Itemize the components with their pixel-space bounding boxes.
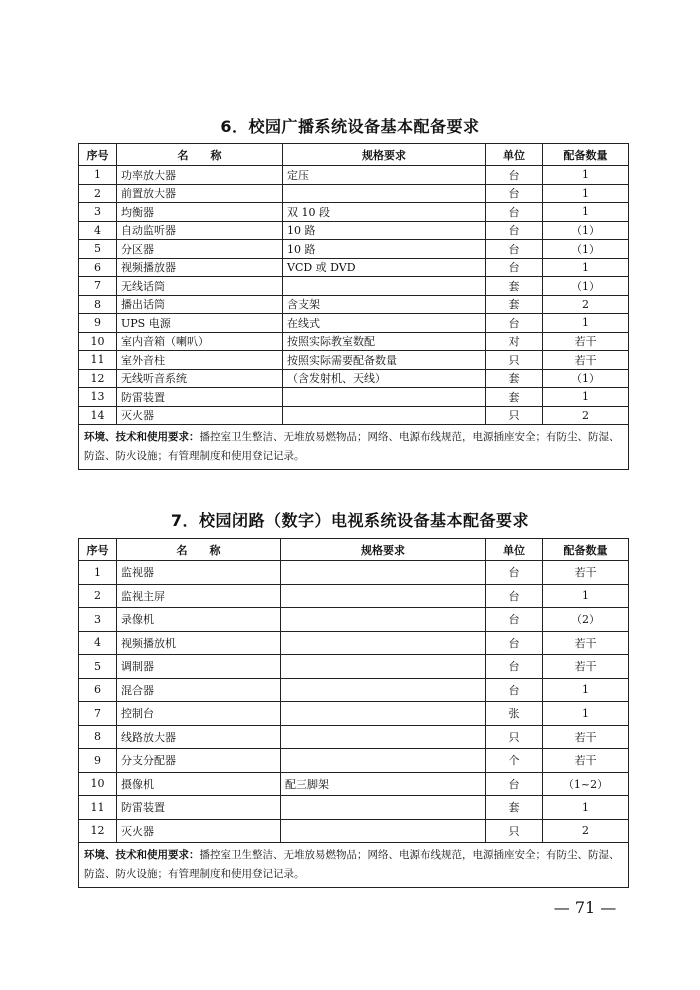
cell-qty: （1） xyxy=(543,277,629,296)
cell-name: 灭火器 xyxy=(117,819,281,843)
cell-qty: （1） xyxy=(543,369,629,388)
cell-unit: 台 xyxy=(486,561,543,585)
cell-name: 自动监听器 xyxy=(117,221,283,240)
table-body xyxy=(79,561,629,843)
cell-unit: 台 xyxy=(486,221,543,240)
cell-unit: 套 xyxy=(486,796,543,820)
cell-spec: 含支架 xyxy=(283,295,486,314)
cell-no: 4 xyxy=(79,221,117,240)
requirements-text: 播控室卫生整洁、无堆放易燃物品；网络、电源布线规范，电源插座安全；有防尘、防湿、防盗、防火设施；有管理制度和使用登记记录。 xyxy=(84,849,620,880)
cell-spec xyxy=(281,819,486,843)
table-row xyxy=(79,678,629,702)
cell-unit: 台 xyxy=(486,584,543,608)
cell-no: 4 xyxy=(79,631,117,655)
cell-no: 12 xyxy=(79,369,117,388)
table-row xyxy=(79,561,629,585)
cell-qty: 若干 xyxy=(543,725,629,749)
page-number: — 71 — xyxy=(553,898,617,917)
cell-unit: 台 xyxy=(486,240,543,259)
table-row xyxy=(79,221,629,240)
table-row xyxy=(79,295,629,314)
table-row xyxy=(79,702,629,726)
table-row xyxy=(79,749,629,773)
cell-unit: 只 xyxy=(486,725,543,749)
cell-name: 防雷装置 xyxy=(117,388,283,407)
cell-name: 无线话筒 xyxy=(117,277,283,296)
table-row xyxy=(79,184,629,203)
cell-no: 14 xyxy=(79,406,117,425)
cell-spec: 在线式 xyxy=(283,314,486,333)
cell-no: 3 xyxy=(79,608,117,632)
cell-qty: 2 xyxy=(543,819,629,843)
cell-spec xyxy=(283,406,486,425)
cell-unit: 台 xyxy=(486,608,543,632)
cell-no: 5 xyxy=(79,240,117,259)
cell-name: 播出话筒 xyxy=(117,295,283,314)
cell-spec: （含发射机、天线） xyxy=(283,369,486,388)
cell-name: 灭火器 xyxy=(117,406,283,425)
broadcast-equipment-table xyxy=(78,143,629,470)
cell-no: 9 xyxy=(79,314,117,333)
cell-name: UPS 电源 xyxy=(117,314,283,333)
cell-unit: 只 xyxy=(486,351,543,370)
cell-name: 视频播放机 xyxy=(117,631,281,655)
cell-unit: 张 xyxy=(486,702,543,726)
cell-unit: 台 xyxy=(486,258,543,277)
cell-unit: 台 xyxy=(486,314,543,333)
cell-name: 室外音柱 xyxy=(117,351,283,370)
cell-no: 13 xyxy=(79,388,117,407)
cell-spec xyxy=(281,631,486,655)
cell-name: 监视器 xyxy=(117,561,281,585)
cell-spec xyxy=(281,678,486,702)
table-row xyxy=(79,406,629,425)
cell-qty: 1 xyxy=(543,166,629,185)
table-row xyxy=(79,631,629,655)
cell-qty: 1 xyxy=(543,678,629,702)
cell-qty: 2 xyxy=(543,295,629,314)
cell-qty: 1 xyxy=(543,314,629,333)
cell-name: 视频播放器 xyxy=(117,258,283,277)
cell-name: 防雷装置 xyxy=(117,796,281,820)
cell-no: 11 xyxy=(79,351,117,370)
cell-name: 均衡器 xyxy=(117,203,283,222)
cell-unit: 对 xyxy=(486,332,543,351)
cell-spec: 10 路 xyxy=(283,221,486,240)
header-no: 序号 xyxy=(79,144,117,166)
cell-name: 监视主屏 xyxy=(117,584,281,608)
cell-unit: 台 xyxy=(486,631,543,655)
table-row xyxy=(79,725,629,749)
requirements-row xyxy=(79,425,629,470)
cell-no: 12 xyxy=(79,819,117,843)
table-row xyxy=(79,314,629,333)
cell-qty: 若干 xyxy=(543,655,629,679)
table-row xyxy=(79,608,629,632)
table-row xyxy=(79,166,629,185)
cell-qty: 若干 xyxy=(543,351,629,370)
table-row xyxy=(79,203,629,222)
table-header-row xyxy=(79,539,629,561)
cell-unit: 只 xyxy=(486,406,543,425)
table-row xyxy=(79,772,629,796)
cell-no: 10 xyxy=(79,332,117,351)
cell-unit: 台 xyxy=(486,772,543,796)
table-row xyxy=(79,655,629,679)
header-no: 序号 xyxy=(79,539,117,561)
header-name: 名 称 xyxy=(117,539,281,561)
cell-name: 混合器 xyxy=(117,678,281,702)
cell-no: 2 xyxy=(79,184,117,203)
cctv-equipment-table xyxy=(78,538,629,888)
cell-unit: 台 xyxy=(486,655,543,679)
cell-qty: （1~2） xyxy=(543,772,629,796)
cell-unit: 套 xyxy=(486,369,543,388)
cell-spec xyxy=(281,749,486,773)
cell-no: 1 xyxy=(79,561,117,585)
cell-unit: 套 xyxy=(486,388,543,407)
table-row xyxy=(79,240,629,259)
cell-qty: 1 xyxy=(543,796,629,820)
cell-no: 3 xyxy=(79,203,117,222)
cell-qty: 若干 xyxy=(543,749,629,773)
cell-spec: 按照实际教室数配 xyxy=(283,332,486,351)
cell-name: 分支分配器 xyxy=(117,749,281,773)
cell-name: 摄像机 xyxy=(117,772,281,796)
cell-no: 6 xyxy=(79,258,117,277)
cell-name: 调制器 xyxy=(117,655,281,679)
cell-unit: 台 xyxy=(486,678,543,702)
cell-unit: 套 xyxy=(486,277,543,296)
cell-qty: （2） xyxy=(543,608,629,632)
header-name: 名 称 xyxy=(117,144,283,166)
cell-spec: VCD 或 DVD xyxy=(283,258,486,277)
cell-no: 11 xyxy=(79,796,117,820)
cell-spec: 按照实际需要配备数量 xyxy=(283,351,486,370)
table-row xyxy=(79,277,629,296)
cell-name: 线路放大器 xyxy=(117,725,281,749)
cell-qty: 若干 xyxy=(543,631,629,655)
table-row xyxy=(79,819,629,843)
requirements-label: 环境、技术和使用要求： xyxy=(84,849,200,861)
header-spec: 规格要求 xyxy=(283,144,486,166)
cell-spec xyxy=(283,184,486,203)
requirements-row xyxy=(79,843,629,888)
cell-spec xyxy=(281,561,486,585)
cell-qty: 2 xyxy=(543,406,629,425)
cell-no: 8 xyxy=(79,295,117,314)
cell-qty: 1 xyxy=(543,702,629,726)
header-unit: 单位 xyxy=(486,539,543,561)
cell-name: 控制台 xyxy=(117,702,281,726)
cell-qty: （1） xyxy=(543,240,629,259)
requirements-label: 环境、技术和使用要求： xyxy=(84,431,200,443)
cell-qty: （1） xyxy=(543,221,629,240)
cell-unit: 只 xyxy=(486,819,543,843)
cell-no: 7 xyxy=(79,702,117,726)
cell-unit: 套 xyxy=(486,295,543,314)
cell-qty: 若干 xyxy=(543,561,629,585)
cell-unit: 台 xyxy=(486,166,543,185)
cell-unit: 台 xyxy=(486,203,543,222)
header-unit: 单位 xyxy=(486,144,543,166)
cell-spec xyxy=(283,388,486,407)
cell-name: 分区器 xyxy=(117,240,283,259)
cell-no: 8 xyxy=(79,725,117,749)
requirements-note xyxy=(79,843,629,888)
cell-spec xyxy=(281,608,486,632)
table-row xyxy=(79,351,629,370)
requirements-text: 播控室卫生整洁、无堆放易燃物品；网络、电源布线规范，电源插座安全；有防尘、防湿、防盗、防火设施；有管理制度和使用登记记录。 xyxy=(84,431,620,462)
table-body xyxy=(79,166,629,425)
cell-qty: 1 xyxy=(543,584,629,608)
table-header-row xyxy=(79,144,629,166)
requirements-note xyxy=(79,425,629,470)
cell-name: 室内音箱（喇叭） xyxy=(117,332,283,351)
cell-spec: 10 路 xyxy=(283,240,486,259)
cell-name: 录像机 xyxy=(117,608,281,632)
cell-spec: 定压 xyxy=(283,166,486,185)
cell-qty: 若干 xyxy=(543,332,629,351)
cell-no: 1 xyxy=(79,166,117,185)
table-row xyxy=(79,584,629,608)
cell-spec xyxy=(281,584,486,608)
cell-spec xyxy=(281,725,486,749)
cell-unit: 台 xyxy=(486,184,543,203)
cell-no: 5 xyxy=(79,655,117,679)
cell-qty: 1 xyxy=(543,258,629,277)
cell-no: 7 xyxy=(79,277,117,296)
cell-qty: 1 xyxy=(543,184,629,203)
cell-spec xyxy=(283,277,486,296)
cell-no: 10 xyxy=(79,772,117,796)
table-row xyxy=(79,388,629,407)
cell-name: 功率放大器 xyxy=(117,166,283,185)
cell-name: 前置放大器 xyxy=(117,184,283,203)
cell-spec: 配三脚架 xyxy=(281,772,486,796)
cell-spec xyxy=(281,702,486,726)
cell-qty: 1 xyxy=(543,203,629,222)
header-spec: 规格要求 xyxy=(281,539,486,561)
section-6-title: 6．校园广播系统设备基本配备要求 xyxy=(220,117,480,136)
cell-name: 无线听音系统 xyxy=(117,369,283,388)
cell-unit: 个 xyxy=(486,749,543,773)
table-row xyxy=(79,332,629,351)
header-qty: 配备数量 xyxy=(543,539,629,561)
table-row xyxy=(79,369,629,388)
header-qty: 配备数量 xyxy=(543,144,629,166)
cell-spec xyxy=(281,655,486,679)
cell-spec: 双 10 段 xyxy=(283,203,486,222)
table-row xyxy=(79,258,629,277)
cell-no: 9 xyxy=(79,749,117,773)
cell-no: 2 xyxy=(79,584,117,608)
table-row xyxy=(79,796,629,820)
cell-spec xyxy=(281,796,486,820)
section-7-title: 7．校园闭路（数字）电视系统设备基本配备要求 xyxy=(170,511,530,530)
cell-no: 6 xyxy=(79,678,117,702)
cell-qty: 1 xyxy=(543,388,629,407)
